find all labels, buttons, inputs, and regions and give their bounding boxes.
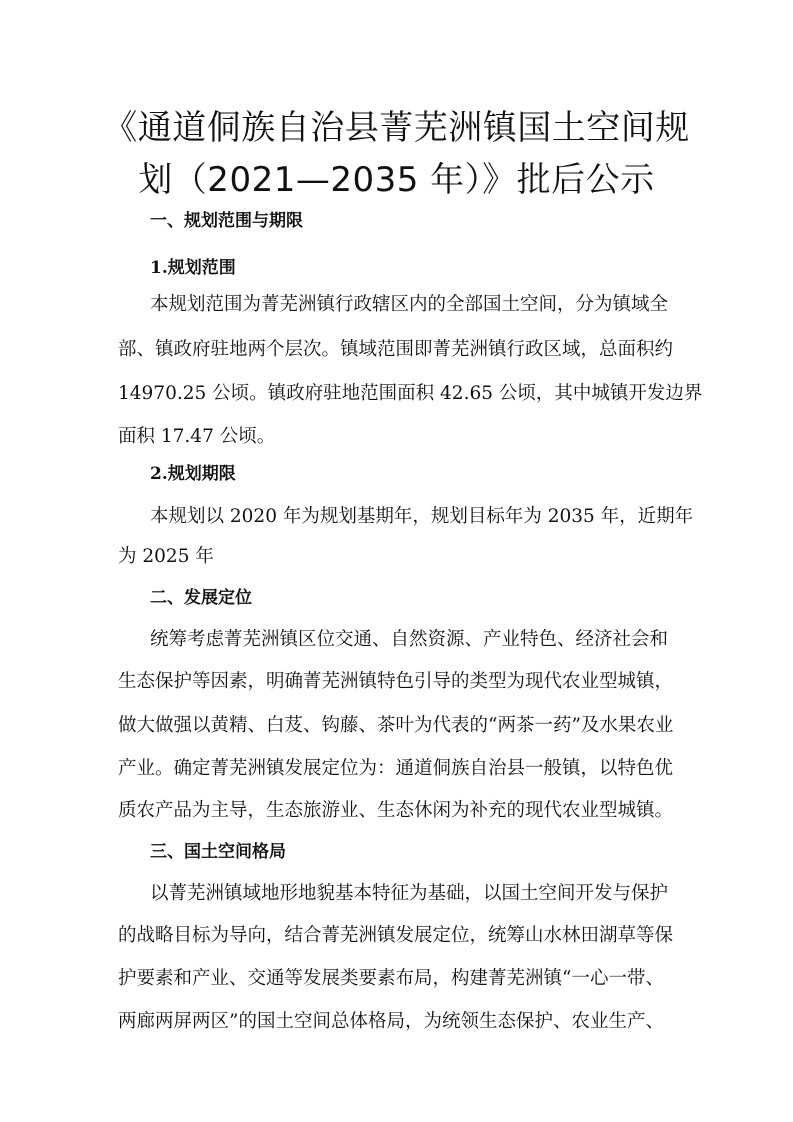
section-heading-positioning: 二、发展定位	[150, 588, 252, 608]
document-title-line1: 《通道侗族自治县菁芜洲镇国土空间规	[103, 108, 690, 148]
paragraph-line: 14970.25 公顷。镇政府驻地范围面积 42.65 公顷，其中城镇开发边界	[118, 383, 703, 404]
paragraph-line: 以菁芜洲镇域地形地貌基本特征为基础，以国土空间开发与保护	[150, 883, 669, 904]
subheading-planning-scope: 1.规划范围	[150, 258, 236, 278]
paragraph-line: 两廊两屏两区”的国土空间总体格局，为统领生态保护、农业生产、	[118, 1011, 664, 1032]
paragraph-line: 的战略目标为导向，结合菁芜洲镇发展定位，统筹山水林田湖草等保	[118, 925, 674, 946]
paragraph-line: 产业。确定菁芜洲镇发展定位为：通道侗族自治县一般镇，以特色优	[118, 758, 674, 779]
paragraph-line: 统筹考虑菁芜洲镇区位交通、自然资源、产业特色、经济社会和	[150, 629, 669, 650]
paragraph-line: 部、镇政府驻地两个层次。镇域范围即菁芜洲镇行政区域，总面积约	[118, 339, 674, 360]
document-title-line2: 划（2021—2035 年）》批后公示	[138, 160, 655, 200]
subheading-planning-period: 2.规划期限	[150, 464, 236, 484]
section-heading-scope: 一、规划范围与期限	[150, 211, 303, 231]
paragraph-line: 本规划范围为菁芜洲镇行政辖区内的全部国土空间，分为镇域全	[150, 294, 669, 315]
paragraph-line: 护要素和产业、交通等发展类要素布局，构建菁芜洲镇“一心一带、	[118, 968, 664, 989]
paragraph-line: 生态保护等因素，明确菁芜洲镇特色引导的类型为现代农业型城镇，	[118, 671, 674, 692]
paragraph-line: 本规划以 2020 年为规划基期年，规划目标年为 2035 年，近期年	[150, 506, 694, 527]
paragraph-line: 质农产品为主导，生态旅游业、生态休闲为补充的现代农业型城镇。	[118, 800, 674, 821]
paragraph-line: 面积 17.47 公顷。	[118, 426, 276, 447]
paragraph-line: 为 2025 年	[118, 546, 214, 567]
paragraph-line: 做大做强以黄精、白芨、钩藤、茶叶为代表的“两茶一药”及水果农业	[118, 715, 674, 736]
section-heading-spatial-pattern: 三、国土空间格局	[150, 842, 286, 862]
